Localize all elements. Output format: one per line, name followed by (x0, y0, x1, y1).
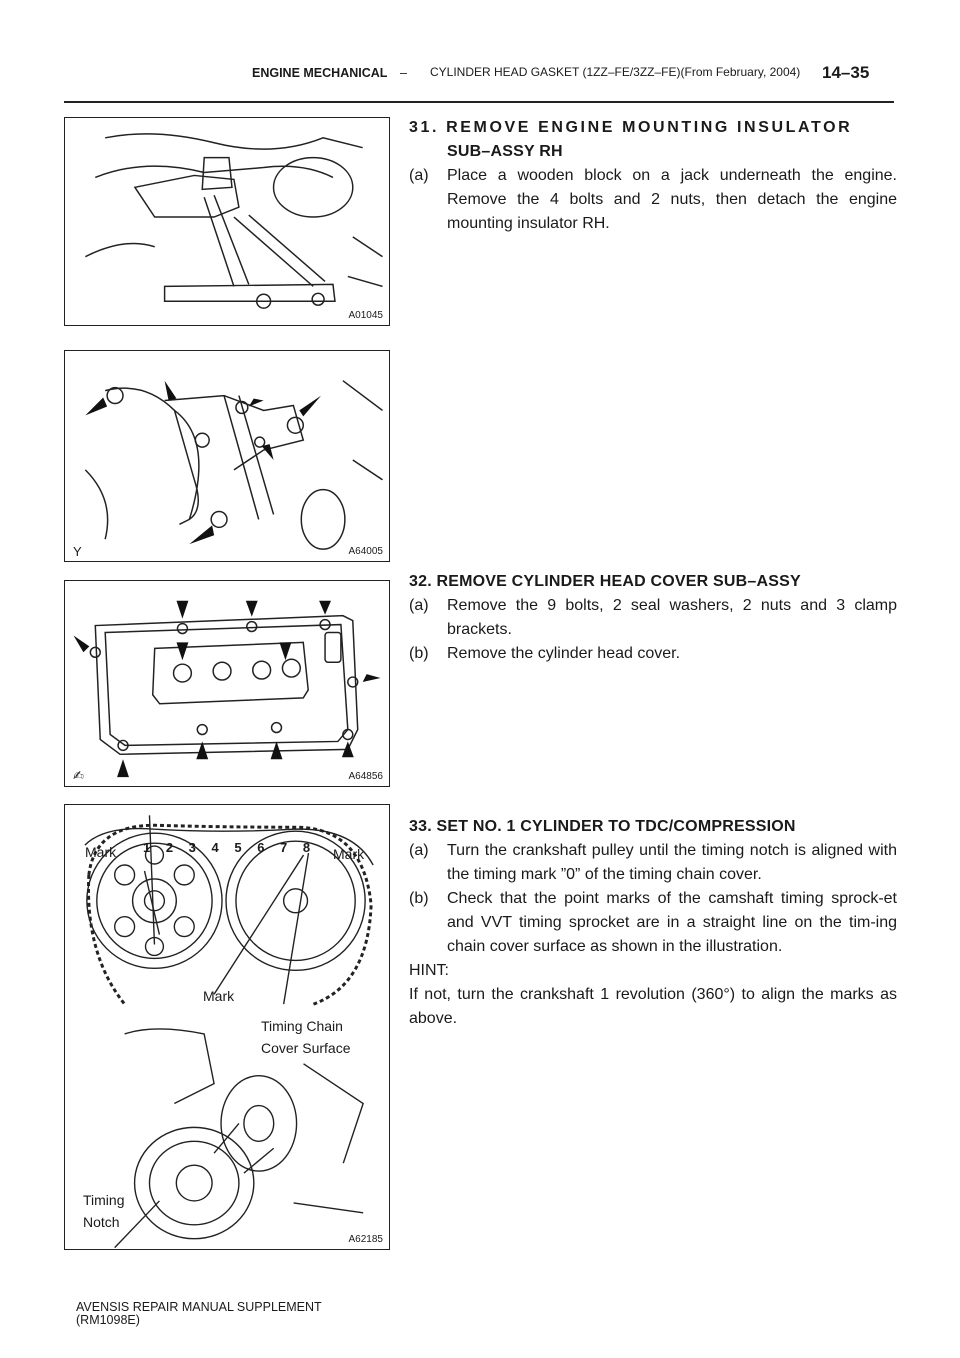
step-title-cont: SUB–ASSY RH (447, 143, 563, 160)
footer-line2: (RM1098E) (76, 1313, 140, 1327)
header-rule (64, 101, 894, 103)
item-key: (a) (409, 167, 429, 184)
step-item (409, 887, 897, 959)
step-title: 32. REMOVE CYLINDER HEAD COVER SUB–ASSY (409, 573, 801, 590)
step-33 (409, 815, 897, 1031)
figure-code: A64005 (348, 546, 383, 557)
page-number: 14–35 (822, 63, 870, 82)
item-text: Remove the cylinder head cover. (447, 645, 681, 662)
item-text: Turn the crankshaft pulley until the timing notch is aligned with the timing mark ”0” of the timing chain cover. (447, 842, 897, 883)
item-key: (a) (409, 842, 429, 859)
step-item (409, 642, 897, 666)
figure-jack-under-engine (64, 117, 390, 326)
step-item (409, 164, 897, 236)
item-text: Check that the point marks of the camshaft timing sprock-et and VVT timing sprocket are in a straight line on the tim-ing chain cover surface as shown in the illustration. (447, 890, 897, 955)
step-32 (409, 570, 897, 666)
item-key: (b) (409, 645, 429, 662)
step-item (409, 839, 897, 887)
header-dash: – (400, 66, 407, 80)
label-cover-line2: Cover Surface (261, 1040, 351, 1056)
figure-mounting-insulator (64, 350, 390, 562)
step-31 (409, 116, 897, 236)
figure-cylinder-head-cover (64, 580, 390, 787)
header-subtitle: CYLINDER HEAD GASKET (1ZZ–FE/3ZZ–FE)(From February, 2004) (430, 65, 801, 79)
header-section: ENGINE MECHANICAL (252, 66, 388, 80)
figure-timing-marks (64, 804, 390, 1250)
label-mark-left: Mark (85, 844, 117, 860)
head-cover-illustration (65, 581, 389, 786)
label-mark-center: Mark (203, 988, 235, 1004)
step-item (409, 594, 897, 642)
footer (76, 1301, 322, 1327)
step-title: 33. SET NO. 1 CYLINDER TO TDC/COMPRESSION (409, 818, 796, 835)
item-key: (a) (409, 597, 429, 614)
insulator-illustration (65, 351, 389, 561)
label-mark-numbers: 1 2 3 4 5 6 7 8 (143, 840, 317, 855)
item-text: Remove the 9 bolts, 2 seal washers, 2 nuts and 3 clamp brackets. (447, 597, 897, 638)
figure-code: A64856 (348, 771, 383, 782)
footer-line1: AVENSIS REPAIR MANUAL SUPPLEMENT (76, 1300, 322, 1314)
label-notch-line2: Notch (83, 1214, 120, 1230)
jack-illustration (65, 118, 389, 325)
figure-code: A62185 (348, 1234, 383, 1245)
hint-label: HINT: (409, 962, 449, 979)
label-mark-right: Mark (333, 846, 365, 862)
item-key: (b) (409, 890, 429, 907)
item-text: Place a wooden block on a jack underneath the engine. Remove the 4 bolts and 2 nuts, then detach the engine mounting insulator RH. (447, 167, 897, 232)
step-title: 31. REMOVE ENGINE MOUNTING INSULATOR (409, 119, 853, 136)
hint-text: If not, turn the crankshaft 1 revolution (360°) to align the marks as above. (409, 986, 897, 1027)
figure-corner-letter: Y (73, 544, 82, 559)
figure-code: A01045 (348, 310, 383, 321)
label-notch-line1: Timing (83, 1192, 125, 1208)
hand-pointer-icon: ✍ (73, 768, 84, 783)
label-cover-line1: Timing Chain (261, 1018, 343, 1034)
